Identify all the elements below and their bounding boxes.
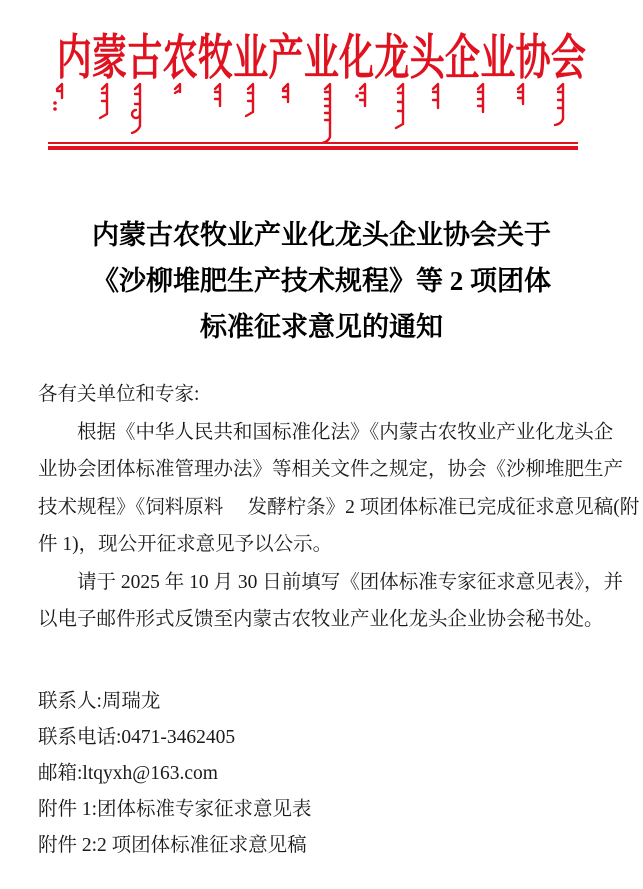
letterhead-org-name: 内蒙古农牧业产业化龙头企业协会 — [56, 31, 587, 85]
body-line: 以电子邮件形式反馈至内蒙古农牧业产业化龙头企业协会秘书处。 — [38, 609, 604, 630]
attachment-1-line: 附件 1:团体标准专家征求意见表 — [38, 799, 312, 820]
attachment-2-line: 附件 2:2 项团体标准征求意见稿 — [38, 835, 307, 856]
contact-phone-line: 联系电话:0471-3462405 — [38, 727, 236, 748]
body-line: 请于 2025 年 10 月 30 日前填写《团体标准专家征求意见表》，并 — [77, 571, 624, 593]
title-line-3: 标准征求意见的通知 — [200, 312, 443, 342]
salutation-line: 各有关单位和专家: — [38, 384, 200, 405]
body-line: 根据《中华人民共和国标准化法》《内蒙古农牧业产业化龙头企 — [77, 421, 614, 443]
contact-person-line: 联系人:周瑞龙 — [38, 691, 161, 712]
body-line: 技术规程》《饲料原料 发酵柠条》2 项团体标准已完成征求意见稿(附 — [38, 496, 640, 518]
mongolian-script-line — [0, 82, 643, 146]
letterhead-divider-line — [48, 142, 578, 150]
title-line-1: 内蒙古农牧业产业化龙头企业协会关于 — [92, 220, 551, 250]
contact-block — [38, 684, 312, 864]
body-line: 业协会团体标准管理办法》等相关文件之规定，协会《沙柳堆肥生产 — [38, 459, 624, 480]
title-line-2: 《沙柳堆肥生产技术规程》等 2 项团体 — [92, 266, 551, 296]
contact-email-line: 邮箱:ltqyxh@163.com — [38, 763, 218, 784]
document-title — [0, 212, 643, 350]
body-line: 件 1)，现公开征求意见予以公示。 — [38, 534, 333, 555]
body-text — [38, 376, 640, 639]
